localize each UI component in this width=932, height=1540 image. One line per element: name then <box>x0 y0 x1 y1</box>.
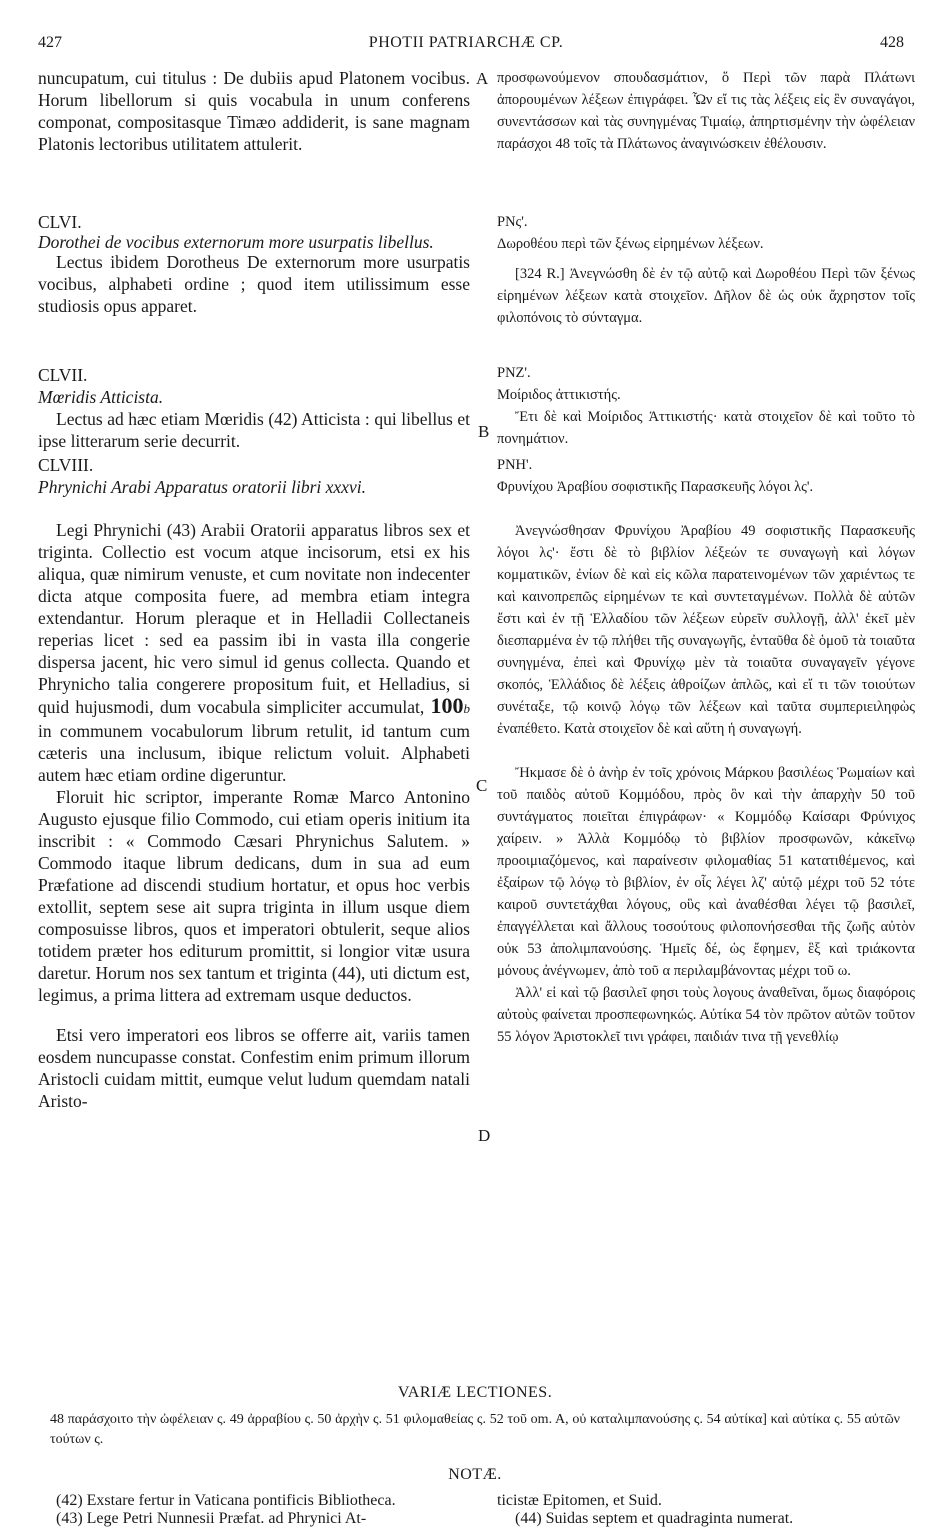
note-44: (44) Suidas septem et quadraginta numerat. <box>515 1510 794 1527</box>
page-number-left: 427 <box>38 34 62 51</box>
greek-pnz-text: Ἔτι δὲ καὶ Μοίριδος Ἀττικιστής· κατὰ στοιχεῖον δὲ καὶ τοῦτο τὸ πονημάτιον. <box>497 409 915 447</box>
margin-letter-b: B <box>478 422 490 441</box>
margin-letter-a: A <box>476 69 489 88</box>
latin-paragraph-2: Floruit hic scriptor, imperante Romæ Marco Antonino Augusto ejusque filio Commodo, cui etiam operis initium ita inscribit : « Commodo Cæsari Phrynichus Salutem. » Commodo itaque librum dedicans, dum in sua ad eum Præfatione ad discendi studium hortatur, et opus hoc verbis extollit, septem sese ait supra triginta in illum usque diem composuisse libros, quos et imperatori obtulerit, seque alios totidem præter hos editurum promittit, si longior vitæ usura daretur. Horum nos sex tantum et triginta (44), uti dictum est, legimus, a prima littera ad extremam usque deductos. <box>38 787 470 1005</box>
column-marker-letter: b <box>463 701 471 716</box>
latin-clviii-number: CLVIII. <box>38 455 94 475</box>
greek-pns-number: ΡΝς'. <box>497 214 528 230</box>
margin-letter-c: C <box>476 776 488 795</box>
variae-title: VARIÆ LECTIONES. <box>397 1384 553 1401</box>
greek-pnh-title: Φρυνίχου Ἀραβίου σοφιστικῆς Παρασκευῆς λόγοι λς'. <box>497 479 814 495</box>
latin-clvii <box>38 364 470 452</box>
latin-clvii-number: CLVII. <box>38 365 88 385</box>
latin-clvii-title: Mœridis Atticista. <box>38 387 164 407</box>
note-43-continuation: ticistæ Epitomen, et Suid. <box>497 1492 662 1509</box>
latin-clvi-text: Lectus ibidem Dorotheus De externorum more usurpatis vocibus, alphabeti ordine ; quod item utilissimum esse studiosis opus apparet. <box>38 252 470 316</box>
greek-pnh <box>497 454 915 498</box>
greek-intro-text: προσφωνούμενον σπουδασμάτιον, ὅ Περὶ τῶν παρὰ Πλάτωνι ἀπορουμένων λέξεων ἐπιγράφει. Ὧν εἴ τις τὰς λέξεις εἰς ἓν συναγάγοι, συνεντάσσων καὶ τὰς συνηγμένας Τιμαίῳ, ἀπηρτισμένην τὴν ὠφέλειαν παράσχοι 48 τοῖς τὰ Πλάτωνος ἀναγινώσκειν ἐθέλουσιν. <box>497 70 915 152</box>
notae-right <box>497 1492 915 1528</box>
latin-main <box>38 519 470 1112</box>
greek-pns-title: Δωροθέου περὶ τῶν ξένως εἰρημένων λέξεων. <box>497 236 764 252</box>
greek-paragraph-2: Ἤκμασε δὲ ὁ ἀνὴρ ἐν τοῖς χρόνοις Μάρκου βασιλέως Ῥωμαίων καὶ τοῦ παιδὸς αὐτοῦ Κομμόδου, πρὸς ὃν καὶ τὴν ἀπαρχὴν 50 τοῦ συντάγματος ποιεῖται ἐπιγράφων· « Κομμόδῳ Καίσαρι Φρύνιχος χαίρειν. » Ἀλλὰ Κομμόδῳ τὸ βιβλίον προσφωνῶν, κἀκεῖνῳ προοιμιαζόμενος, καὶ παραίνεσιν φιλομαθίας 51 κατατιθέμενος, καὶ ἐξαίρων τῷ λόγῳ τὸ βιβλίον, ἐν οἷς λέγει λζ' αὐτῷ μέχρι τοῦ 52 τότε καιροῦ συντετάχθαι λόγους, οὓς καὶ ἀναθέσθαι λέγει τῷ βασιλεῖ, ἐπαγγέλλεται καὶ ἄλλους τοσούτους φιλοπονήσεσθαι τῆς ζωῆς αὐτὸν οὐκ 53 ἀπολιμπανούσης. Ἡμεῖς δέ, ὡς ἔφημεν, ἓξ καὶ τριάκοντα μόνους ἀνέγνωμεν, ἀπὸ τοῦ α περιλαμβάνοντας μέχρι τοῦ ω. <box>497 765 915 979</box>
column-marker-number: 100 <box>430 693 464 718</box>
note-42: (42) Exstare fertur in Vaticana pontificis Bibliotheca. <box>56 1492 396 1509</box>
latin-paragraph-3: Etsi vero imperatori eos libros se offerre ait, variis tamen eosdem nuncupasse constat. Confestim enim primum illorum Aristocli cuidam mittit, eumque velut ludum quemdam natali Aristo- <box>38 1025 470 1111</box>
greek-main <box>497 520 915 1048</box>
greek-pns-text: [324 R.] Ἀνεγνώσθη δὲ ἐν τῷ αὐτῷ καὶ Δωροθέου Περὶ τῶν ξένως εἰρημένων λέξεων κατὰ στοιχεῖον. Δῆλον δὲ ὡς οὐκ ἄχρηστον τοῖς φιλοπόνοις τὸ σύνταγμα. <box>497 266 915 326</box>
latin-clvii-text: Lectus ad hæc etiam Mœridis (42) Atticista : qui libellus et ipse litterarum serie decurrit. <box>38 409 470 451</box>
latin-clviii <box>38 454 470 498</box>
greek-pns <box>497 211 915 329</box>
latin-paragraph-1 <box>38 519 470 786</box>
notae-heading <box>38 1466 912 1484</box>
margin-letter-d: D <box>478 1126 491 1145</box>
column-marker-100b <box>431 693 471 718</box>
latin-paragraph-1-b: in communem vocabulorum librum retulit, id tantum cum cæteris una inclusum, ibique relictum voluit. Alphabeti autem hæc etiam ordine digeruntur. <box>38 721 470 785</box>
greek-paragraph-1: Ἀνεγνώσθησαν Φρυνίχου Ἀραβίου 49 σοφιστικῆς Παρασκευῆς λόγοι λς'· ἔστι δὲ τὸ βιβλίον λέξεών τε συναγωγὴ καὶ λόγων κομματικῶν, ἐνίων δὲ καὶ εἰς κῶλα παρατεινομένων τῶν χαριέντως τε καὶ καινοπρεπῶς εἰρημένων τε καὶ συντεταγμένων. Πολλὰ δὲ αὐτῶν ἔστι καὶ ἐν τῇ Ἑλλαδίου τῶν λέξεων εὑρεῖν συλλογῇ, ἀλλ' ἐκεῖ μὲν διεσπαρμένα ἐν τῷ πλήθει τῆς συναγωγῆς, ἐνταῦθα δὲ ὁμοῦ τὰ τοιαῦτα συνηγμένα, ἐπεὶ καὶ Φρυνίχῳ μὲν τὰ τοιαῦτα συναγαγεῖν γέγονε σκοπός, Ἑλλάδιος δὲ λέξεις ἀθροίζων ἁπλῶς, καὶ εἴ τι τῶν τοιούτων συνέταξε, τῷ κοινῷ λόγῳ τῶν λέξεων καὶ ταῦτα συμπεριειληφὼς ἐναπέθετο. Κατὰ στοιχεῖον δὲ καὶ αὕτη ἡ συναγωγή. <box>497 523 915 737</box>
latin-clviii-title: Phrynichi Arabi Apparatus oratorii libri xxxvi. <box>38 477 366 497</box>
greek-pnh-number: ΡΝΗ'. <box>497 457 533 473</box>
page-number-right: 428 <box>880 34 904 51</box>
running-title: PHOTII PATRIARCHÆ CP. <box>368 34 564 51</box>
greek-intro <box>497 67 915 155</box>
latin-clvi <box>38 211 470 317</box>
notae-title: NOTÆ. <box>448 1466 502 1483</box>
latin-intro <box>38 67 470 155</box>
note-43: (43) Lege Petri Nunnesii Præfat. ad Phrynici At- <box>56 1510 367 1527</box>
greek-pnz <box>497 362 915 450</box>
greek-pnz-number: ΡΝΖ'. <box>497 365 531 381</box>
greek-pnz-title: Μοίριδος ἀττικιστής. <box>497 387 621 403</box>
latin-clvi-number: CLVI. <box>38 212 82 232</box>
variae-lectiones <box>38 1384 912 1450</box>
greek-paragraph-3: Ἀλλ' εἰ καὶ τῷ βασιλεῖ φησι τοὺς λογους ἀναθεῖναι, ὅμως διαφόροις αὐτοὺς φαίνεται προσπεφωνηκώς. Αὐτίκα 54 τὸν πρῶτον αὐτῶν τοῦτον 55 λόγον Ἀριστοκλεῖ τινι γράφει, παιδιάν τινα τῇ γενεθλίῳ <box>497 985 915 1045</box>
latin-intro-text: nuncupatum, cui titulus : De dubiis apud Platonem vocibus. Horum libellorum si quis vocabula in unum conferens componat, compositasque Timæo addiderit, is sane magnam Platonis lectoribus utilitatem attulerit. <box>38 68 470 154</box>
latin-paragraph-1-a: Legi Phrynichi (43) Arabii Oratorii apparatus libros sex et triginta. Collectio est vocum atque incisorum, etsi ex his aliqua, quæ nimirum venuste, et cum novitate non indecenter dicta atque composita fuere, ad membra etiam integra extendantur. Horum pleraque et in Helladii Collectaneis reperias licet : sed ea passim ibi in vasta illa congerie dispersa jacent, hic vero simul id genus collecta. Quando et Phrynicho talia congerere propositum fuit, et Helladius, si quid hujusmodi, dum vocabula simpliciter accumulat, <box>38 520 470 717</box>
latin-clvi-title: Dorothei de vocibus externorum more usurpatis libellus. <box>38 232 434 252</box>
variae-text: 48 παράσχοιτο τὴν ὠφέλειαν ς. 49 ἀρραβίου ς. 50 ἀρχὴν ς. 51 φιλομαθείας ς. 52 τοῦ om. A, οὐ καταλιμπανούσης ς. 54 αὐτίκα] καὶ αὐτίκα ς. 55 αὐτῶν τούτων ς. <box>50 1412 900 1447</box>
notae-left <box>38 1492 474 1528</box>
